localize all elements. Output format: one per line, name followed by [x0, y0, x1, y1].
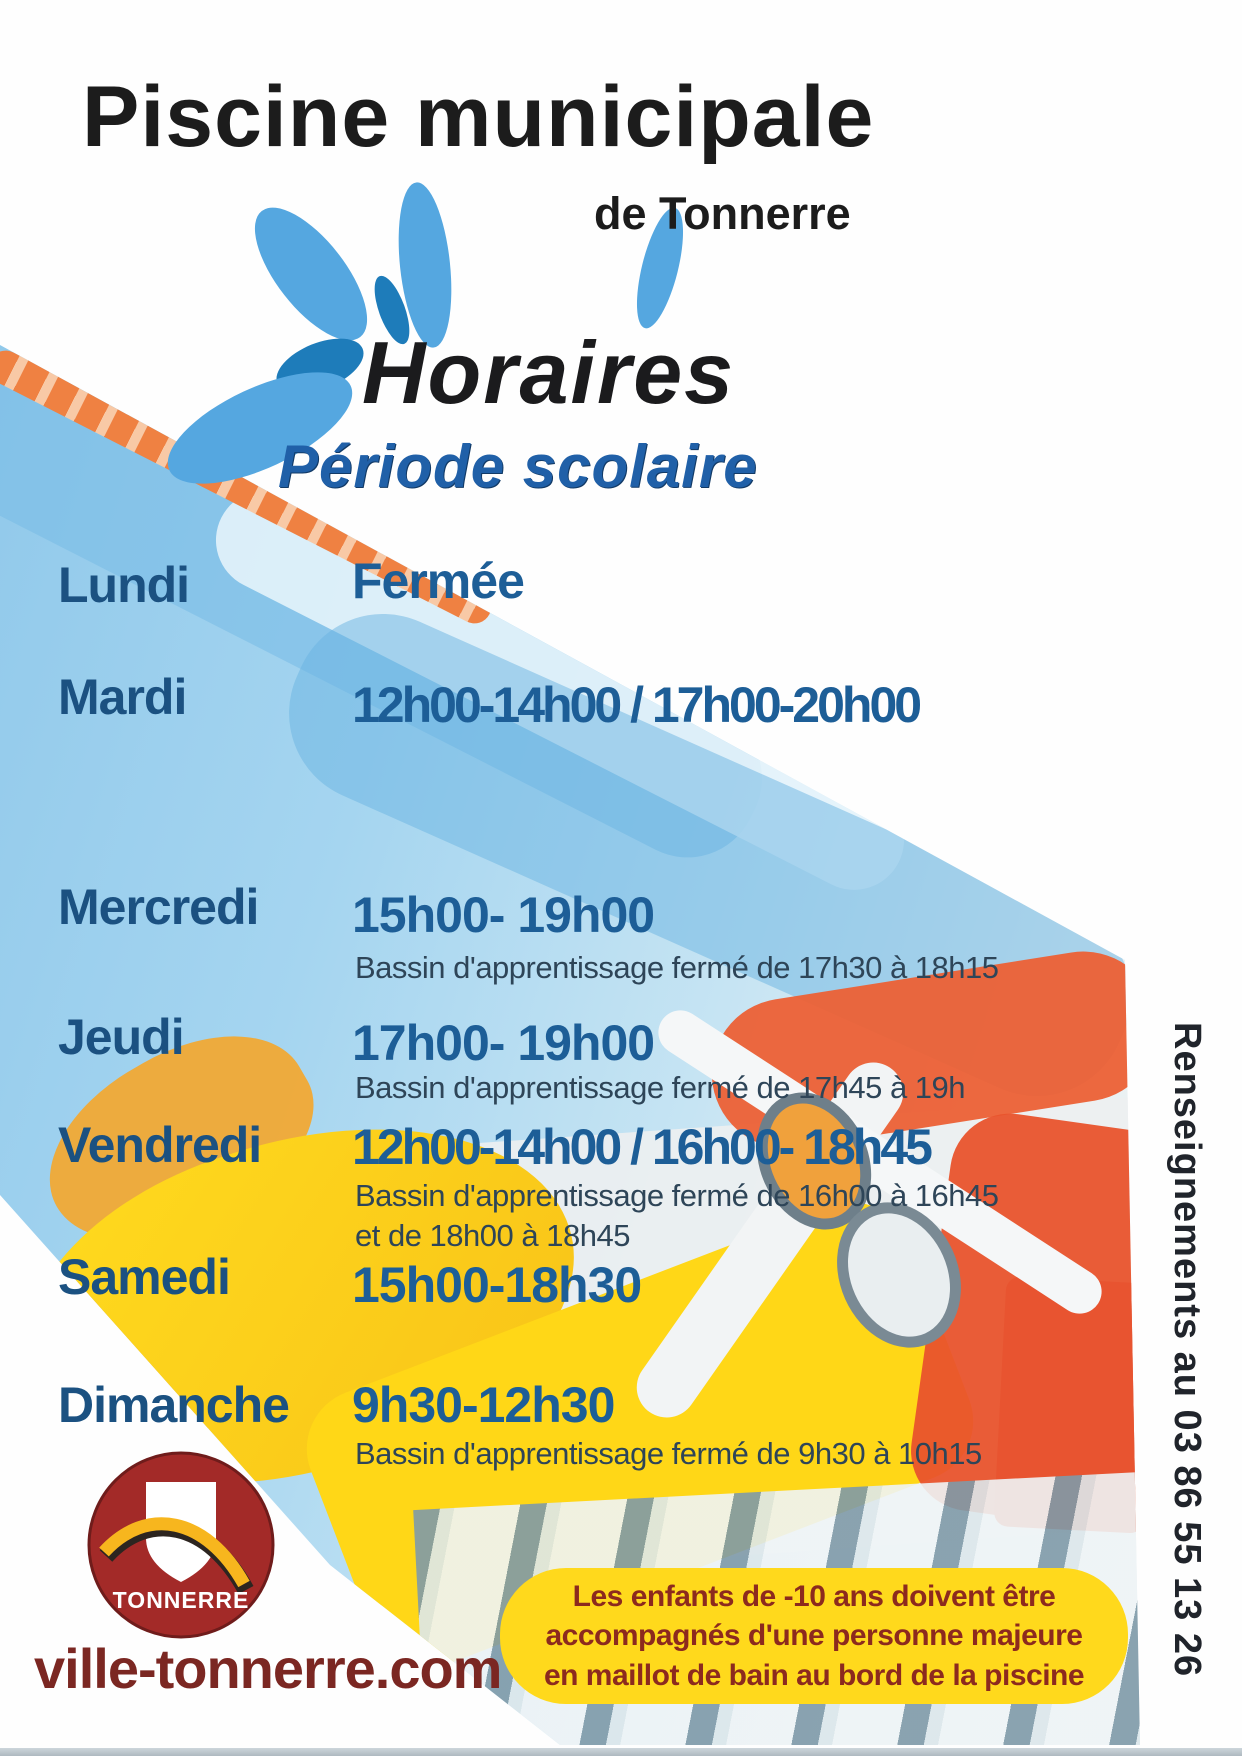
schedule-time: Fermée	[352, 553, 524, 609]
schedule-day: Lundi	[58, 557, 190, 613]
periode-subheading: Période scolaire	[278, 433, 758, 500]
tonnerre-town-logo	[86, 1450, 276, 1640]
website-url: ville-tonnerre.com	[34, 1637, 502, 1700]
schedule-time: 12h00-14h00 / 17h00-20h00	[352, 677, 920, 733]
schedule-day: Jeudi	[58, 1009, 184, 1065]
schedule-day: Mardi	[58, 669, 187, 725]
schedule-note: Bassin d'apprentissage fermé de 16h00 à 16h45 et de 18h00 à 18h45	[355, 1178, 999, 1253]
schedule-note: Bassin d'apprentissage fermé de 17h30 à 18h15	[355, 950, 999, 985]
logo-label: TONNERRE	[112, 1587, 250, 1613]
schedule-day: Samedi	[58, 1249, 230, 1305]
scan-artifact-line	[0, 1748, 1242, 1756]
page-subtitle: de Tonnerre	[594, 188, 851, 239]
contact-phone-vertical: Renseignements au 03 86 55 13 26	[1166, 1022, 1208, 1678]
schedule-time: 17h00- 19h00	[352, 1015, 655, 1071]
schedule-time: 12h00-14h00 / 16h00- 18h45	[352, 1119, 930, 1175]
schedule-time: 9h30-12h30	[352, 1377, 615, 1433]
horaires-heading: Horaires	[362, 323, 736, 422]
schedule-note: Bassin d'apprentissage fermé de 17h45 à 19h	[355, 1070, 966, 1105]
schedule-day: Dimanche	[58, 1377, 289, 1433]
schedule-note: Bassin d'apprentissage fermé de 9h30 à 10h15	[355, 1436, 982, 1471]
children-notice-pill	[500, 1568, 1128, 1704]
page-title: Piscine municipale	[82, 69, 875, 165]
schedule-day: Vendredi	[58, 1117, 262, 1173]
children-notice-text: Les enfants de -10 ans doivent être accompagnés d'une personne majeure en maillot de bain au bord de la piscine	[543, 1579, 1085, 1692]
schedule-time: 15h00-18h30	[352, 1257, 642, 1313]
schedule-day: Mercredi	[58, 879, 259, 935]
schedule-time: 15h00- 19h00	[352, 887, 655, 943]
